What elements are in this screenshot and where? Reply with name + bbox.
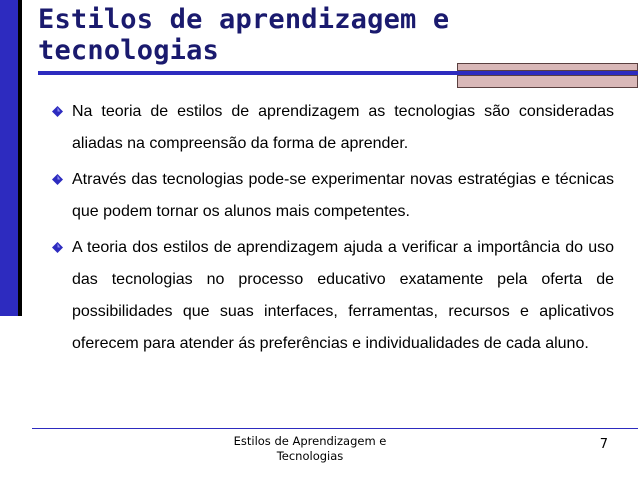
header-accent-bottom [457, 75, 638, 88]
bullet-text: Na teoria de estilos de aprendizagem as tecnologias são consideradas aliadas na compreensão da forma de aprender. [72, 103, 614, 152]
header-accent-top [457, 63, 638, 71]
page-number: 7 [599, 437, 608, 452]
header-accent-blocks [457, 63, 638, 88]
slide-title: Estilos de aprendizagem e tecnologias [38, 4, 450, 66]
diamond-bullet-icon [52, 106, 63, 117]
bullet-list [48, 96, 614, 364]
bullet-text: Através das tecnologias pode-se experimentar novas estratégias e técnicas que podem tornar os alunos mais competentes. [72, 171, 614, 220]
footer-text: Estilos de Aprendizagem e Tecnologias [233, 434, 387, 463]
bullet-item [48, 164, 614, 228]
bullet-item [48, 96, 614, 160]
bullet-text: A teoria dos estilos de aprendizagem ajuda a verificar a importância do uso das tecnologias no processo educativo exatamente pela oferta de possibilidades que suas interfaces, ferramentas, recursos e aplicativos oferecem para atender ás preferências e individualidades de cada aluno. [72, 239, 614, 352]
bullet-item [48, 232, 614, 360]
left-accent-bar [0, 0, 22, 316]
footer-rule [32, 428, 638, 429]
diamond-bullet-icon [52, 174, 63, 185]
diamond-bullet-icon [52, 242, 63, 253]
